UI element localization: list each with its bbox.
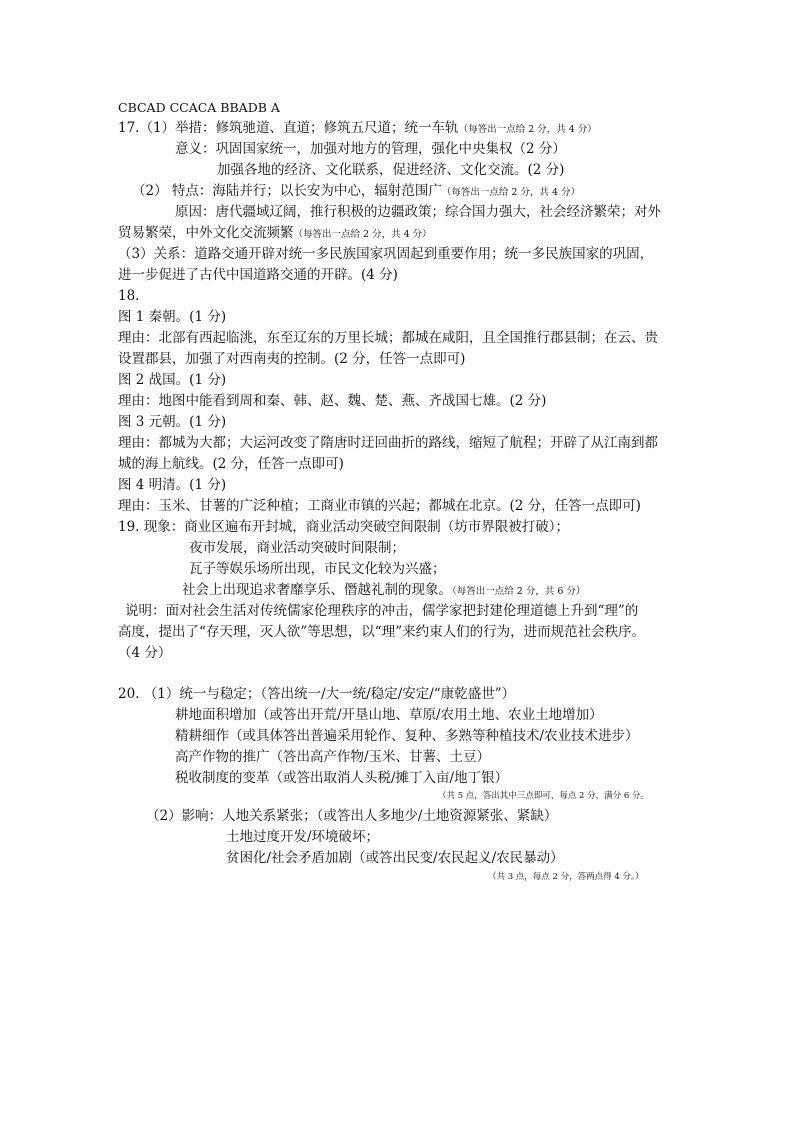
q18-map4-reason: 理由：玉米、甘薯的广泛种植；工商业市镇的兴起；都城在北京。(2 分，任答一点即可) [118,498,641,514]
q17-features-note: （每答出一点给 2 分，共 4 分） [441,187,581,198]
q17-reasons-2-note: （每答出一点给 2 分，共 4 分） [293,229,432,240]
q17-relation-1: （3）关系：道路交通开辟对统一多民族国家巩固起到重要作用；统一多民族国家的巩固， [118,246,654,262]
q18-map1-reason-2: 设置郡县，加强了对西南夷的控制。(2 分，任答一点即可) [118,351,466,367]
q20-p1-note: （共 5 点，答出其中三点即可，每点 2 分，满分 6 分。 [438,791,649,801]
q19-explain-3: （4 分） [118,645,172,661]
q19-phenomena-4-text: 社会上出现追求奢靡享乐、僭越礼制的现象。 [182,582,452,598]
q20-p2-line3: 贫困化/社会矛盾加剧（或答出民变/农民起义/农民暴动） [226,850,564,866]
q17-significance-2: 加强各地的经济、文化联系，促进经济、文化交流。(2 分) [217,162,565,178]
q20-p1-line1: 20. （1）统一与稳定；（答出统一/大一统/稳定/安定/“康乾盛世”） [118,686,516,702]
q18-map3-reason-1: 理由：都城为大都；大运河改变了隋唐时迂回曲折的路线，缩短了航程；开辟了从江南到都 [118,435,658,451]
q17-reasons-1: 原因：唐代疆域辽阔，推行积极的边疆政策；综合国力强大，社会经济繁荣；对外 [175,204,661,220]
q19-phenomena-2: 夜市发展，商业活动突破时间限制； [189,540,405,556]
q18-number: 18. [118,288,140,304]
q20-p2-line2: 土地过度开发/环境破坏； [226,829,380,845]
q20-p1-line2: 耕地面积增加（或答出开荒/开垦山地、草原/农用土地、农业土地增加） [175,707,603,723]
q18-map1-reason-1: 理由：北部有西起临洮，东至辽东的万里长城；都城在咸阳，且全国推行郡县制；在云、贵 [118,330,658,346]
q17-measures-text: 17.（1）举措：修筑驰道、直道；修筑五尺道；统一车轨 [118,120,459,136]
q17-measures [118,118,597,140]
q17-significance-1: 意义：巩固国家统一，加强对地方的管理，强化中央集权（2 分） [175,141,566,157]
q17-relation-2: 进一步促进了古代中国道路交通的开辟。(4 分) [118,267,398,283]
q20-p1-line5: 税收制度的变革（或答出取消人头税/摊丁入亩/地丁银） [175,770,509,786]
q17-features [132,181,580,203]
q19-phenomena-1: 19. 现象：商业区遍布开封城，商业活动突破空间限制（坊市界限被打破）； [118,519,570,535]
q17-features-text: （2） 特点：海陆并行；以长安为中心，辐射范围广 [132,183,442,199]
q19-phenomena-4 [182,580,585,602]
q18-map2-reason: 理由：地图中能看到周和秦、韩、赵、魏、楚、燕、齐战国七雄。(2 分) [118,393,547,409]
q19-phenomena-3: 瓦子等娱乐场所出现，市民文化较为兴盛； [189,561,446,577]
q20-p1-line4: 高产作物的推广（答出高产作物/玉米、甘薯、土豆） [175,749,491,765]
choice-answers: CBCAD CCACA BBADB A [118,100,280,115]
q17-measures-note: （每答出一点给 2 分，共 4 分） [458,124,597,135]
q18-map4-title: 图 4 明清。(1 分) [118,477,227,493]
q18-map3-reason-2: 城的海上航线。(2 分，任答一点即可) [118,456,344,472]
q17-reasons-2 [118,223,432,245]
q18-map3-title: 图 3 元朝。(1 分) [118,414,227,430]
q19-phenomena-4-note: （每答出一点给 2 分，共 6 分） [452,586,586,597]
q17-reasons-2-text: 贸易繁荣，中外文化交流频繁 [118,225,294,241]
q20-p2-line1: （2）影响：人地关系紧张；（或答出人多地少/土地资源紧张、紧缺） [146,808,558,824]
q20-p2-note: （共 3 点，每点 2 分，答两点得 4 分。） [488,872,644,882]
q20-p1-line3: 精耕细作（或具体答出普遍采用轮作、复种、多熟等种植技术/农业技术进步） [175,728,639,744]
q18-map1-title: 图 1 秦朝。(1 分) [118,309,227,325]
q19-explain-1: 说明：面对社会生活对传统儒家伦理秩序的冲击，儒学家把封建伦理道德上升到“理”的 [125,603,639,619]
q18-map2-title: 图 2 战国。(1 分) [118,372,227,388]
q19-explain-2: 高度，提出了“存天理，灭人欲”等思想，以“理”来约束人们的行为，进而规范社会秩序。 [118,624,646,640]
